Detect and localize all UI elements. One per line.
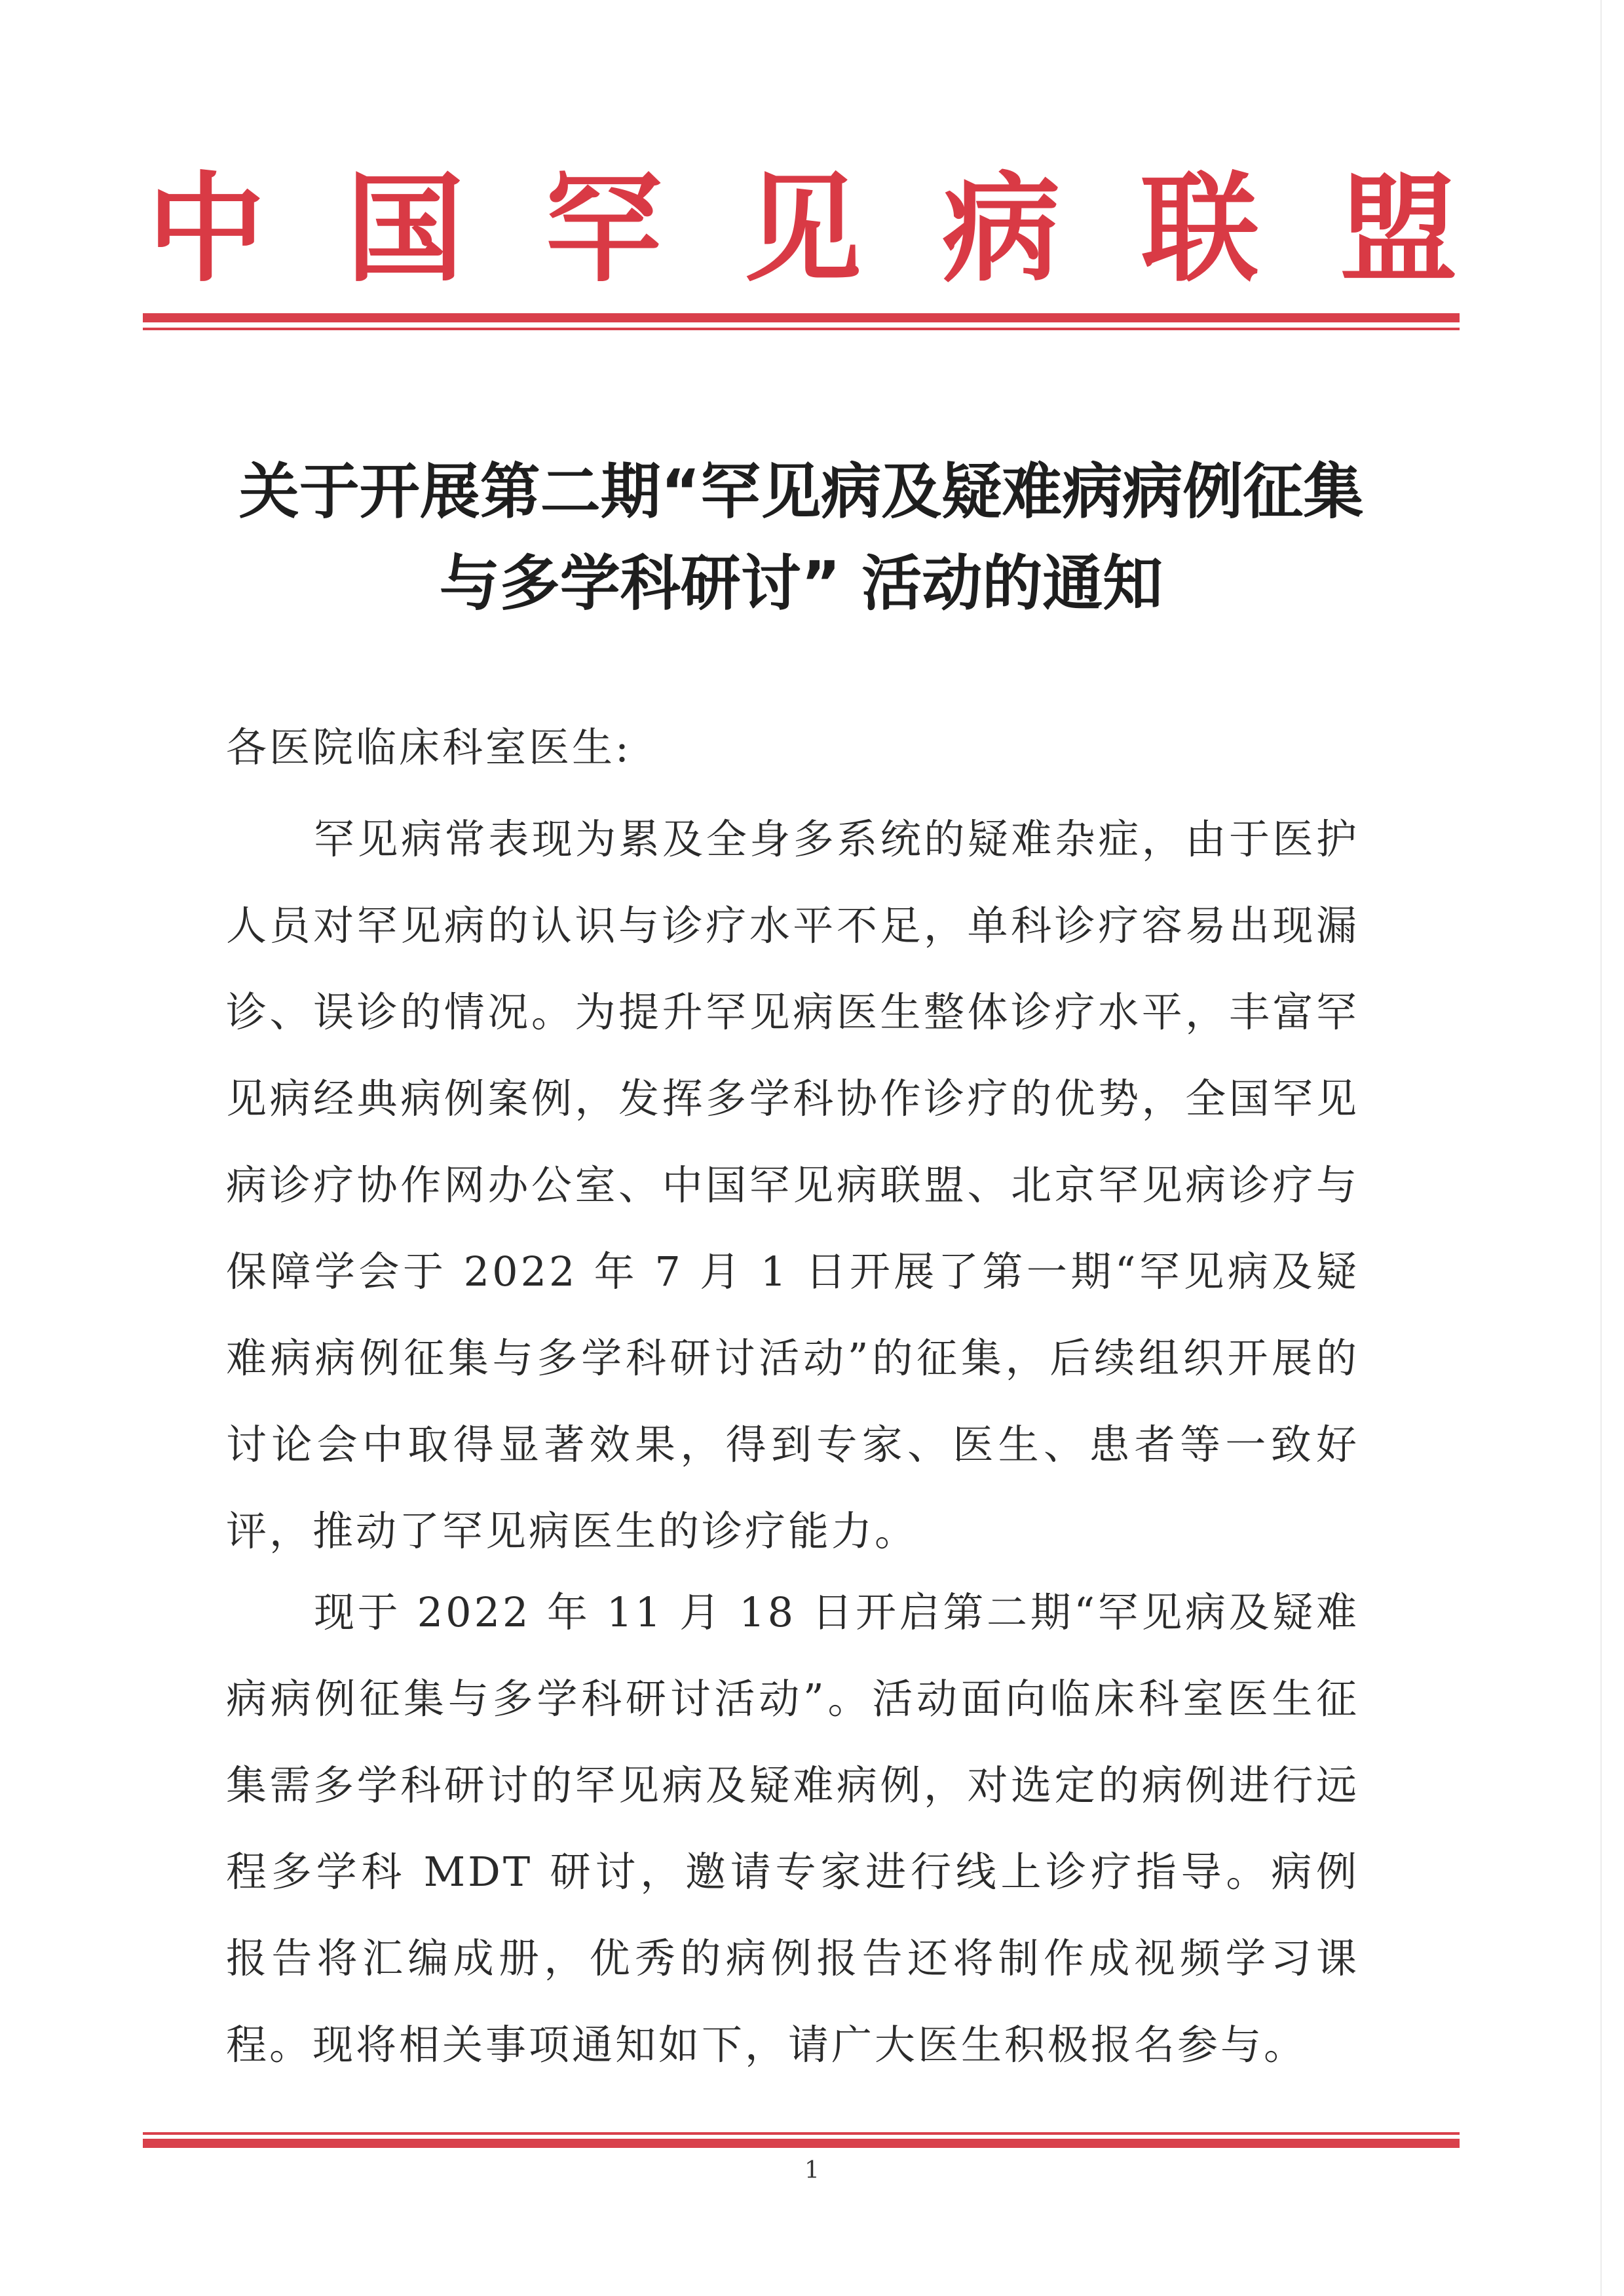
scan-edge-line: [1600, 0, 1602, 2296]
masthead-char: 国: [346, 160, 464, 298]
masthead-char: 盟: [1339, 160, 1458, 298]
notice-title-line-2: 与多学科研讨” 活动的通知: [439, 548, 1163, 619]
header-divider-thin: [143, 328, 1460, 330]
body-paragraph-2: 现于 2022 年 11 月 18 日开启第二期“罕见病及疑难病病例征集与多学科研讨活动”。活动面向临床科室医生征集需多学科研讨的罕见病及疑难病例，对选定的病例进行远程多学科 MDT 研讨，邀请专家进行线上诊疗指导。病例报告将汇编成册，优秀的病例报告还将制作成视频学习课程。现将相关事项通知如下，请广大医生积极报名参与。: [226, 1588, 1359, 2069]
masthead-char: 中: [147, 160, 266, 298]
salutation: 各医院临床科室医生:: [226, 723, 632, 771]
masthead-char: 联: [1141, 160, 1259, 298]
masthead-char: 病: [942, 160, 1061, 298]
masthead-char: 罕: [544, 160, 663, 298]
footer-divider-thin: [143, 2132, 1460, 2135]
masthead-organization-name: [147, 154, 1458, 305]
footer-divider-thick: [143, 2139, 1460, 2148]
body-paragraph-1: 罕见病常表现为累及全身多系统的疑难杂症，由于医护人员对罕见病的认识与诊疗水平不足，单科诊疗容易出现漏诊、误诊的情况。为提升罕见病医生整体诊疗水平，丰富罕见病经典病例案例，发挥多学科协作诊疗的优势，全国罕见病诊疗协作网办公室、中国罕见病联盟、北京罕见病诊疗与保障学会于 2022 年 7 月 1 日开展了第一期“罕见病及疑难病病例征集与多学科研讨活动”的征集，后续组织开展的讨论会中取得显著效果，得到专家、医生、患者等一致好评，推动了罕见病医生的诊疗能力。: [226, 815, 1359, 1555]
header-divider-thick: [143, 313, 1460, 322]
page-number: 1: [804, 2157, 820, 2184]
masthead-char: 见: [743, 160, 861, 298]
notice-title-line-1: 关于开展第二期“罕见病及疑难病病例征集: [238, 457, 1364, 527]
